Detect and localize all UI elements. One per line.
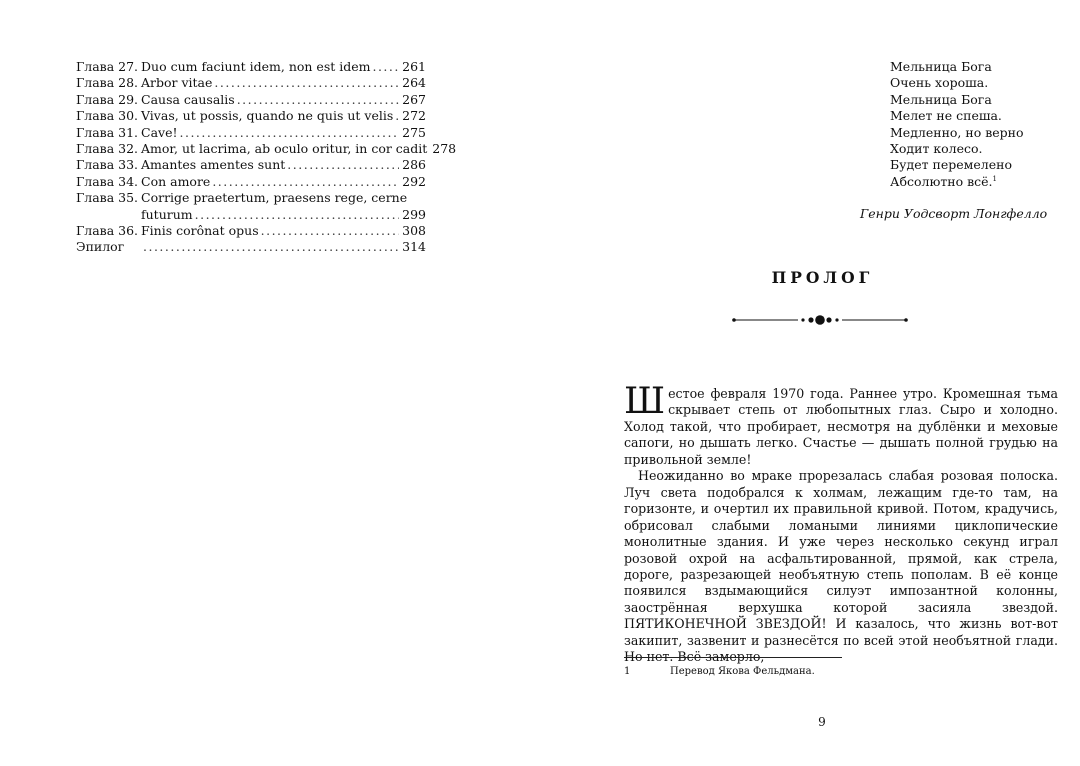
toc-entry-label: Глава 30.: [76, 108, 139, 124]
epigraph-line-text: Абсолютно всё.: [890, 173, 993, 189]
toc-entry: [76, 239, 426, 255]
paragraph-text: естое февраля 1970 года. Раннее утро. Кромешная тьма скрывает степь от любопытных глаз. Сыро и холодно. Холод такой, что пробирает, несмотря на дублёнки и меховые сапоги, но дышать легко. Счастье — дышать полной грудью на привольной земле!: [624, 386, 1058, 467]
toc-leader-dots: [287, 157, 399, 173]
toc-entry-title-cont: futurum: [141, 206, 193, 222]
epigraph-line: Очень хороша.: [890, 75, 989, 91]
toc-entry-page: 275: [402, 124, 426, 140]
toc-leader-dots: [212, 174, 399, 190]
toc-entry: [76, 190, 426, 206]
toc-entry: [76, 141, 457, 157]
toc-entry: [76, 108, 426, 124]
footnote-number: 1: [624, 666, 631, 677]
footnote-reference[interactable]: 1: [992, 174, 997, 183]
toc-entry-title: Cave!: [141, 124, 178, 140]
toc-entry-page: 264: [402, 75, 426, 91]
toc-entry-label: Глава 31.: [76, 124, 139, 140]
epigraph-line: Медленно, но верно: [890, 124, 1024, 140]
toc-leader-dots: [372, 59, 399, 75]
toc-leader-dots: [143, 239, 399, 255]
toc-entry-label: Глава 36.: [76, 223, 139, 239]
paragraph: Неожиданно во мраке прорезалась слабая розовая полоска. Луч света подобрался к холмам, лежащим где-то там, на горизонте, и очертил их правильной кривой. Потом, крадучись, обрисовал слабыми ломаными линиями циклопические монолитные здания. И уже через несколько секунд играл розовой охрой на асфальтированной, прямой, как стрела, дороге, разрезающей необъятную степь пополам. В её конце появился вздымающийся силуэт импозантной колонны, заострённая верхушка которой засияла звездой. ПЯТИКОНЕЧНОЙ ЗВЕЗДОЙ! И казалось, что жизнь вот-вот закипит, зазвенит и разнесётся по всей этой необъятной глади. Но нет. Всё замерло,: [624, 468, 1058, 665]
toc-entry-page: 278: [432, 141, 457, 157]
toc-entry-label: Глава 27.: [76, 59, 139, 74]
ornament-divider-icon: [730, 310, 910, 330]
table-of-contents: [76, 59, 457, 256]
toc-entry-label: Глава 34.: [76, 173, 139, 189]
prologue-text: [624, 381, 1058, 666]
paragraph: [624, 381, 1058, 468]
toc-entry-page: 314: [402, 239, 426, 255]
epigraph-line: Мелет не спеша.: [890, 108, 1002, 124]
toc-entry: [76, 125, 426, 141]
toc-entry-label: Эпилог: [76, 239, 125, 255]
toc-leader-dots: [214, 75, 399, 91]
epigraph-line: Будет перемелено: [890, 157, 1012, 173]
toc-entry-title: Arbor vitae: [141, 75, 213, 91]
toc-leader-dots: [261, 223, 400, 239]
toc-entry-title: Finis corônat opus: [141, 223, 259, 239]
drop-cap: Ш: [624, 381, 666, 422]
footnote: [624, 665, 815, 678]
toc-entry-title: Amantes amentes sunt: [141, 157, 286, 173]
toc-leader-dots: [195, 207, 400, 223]
toc-entry-page: 308: [402, 223, 426, 239]
toc-entry: [76, 174, 426, 190]
right-page: [540, 0, 1080, 766]
toc-entry-page: 261: [402, 59, 426, 74]
epigraph-line: Ходит колесо.: [890, 141, 983, 157]
epigraph-line-last: [890, 174, 1024, 190]
page-number: 9: [818, 715, 826, 729]
epigraph-author: Генри Уодсворт Лонгфелло: [860, 206, 1048, 221]
toc-entry-title: Vivas, ut possis, quando ne quis ut velis: [141, 108, 394, 124]
toc-entry-title: Con amore: [141, 173, 211, 189]
toc-entry-page: 272: [402, 108, 426, 124]
toc-entry-page: 292: [402, 173, 426, 189]
epigraph-line: Мельница Бога: [890, 59, 992, 74]
toc-entry-label: Глава 33.: [76, 157, 139, 173]
toc-entry-label: Глава 29.: [76, 91, 139, 107]
footnote-rule: [624, 657, 842, 658]
chapter-heading: ПРОЛОГ: [771, 268, 874, 287]
toc-entry-title: Duo cum faciunt idem, non est idem: [141, 59, 371, 74]
toc-entry-title: Corrige praetertum, praesens rege, cerne: [141, 190, 408, 206]
toc-entry-page: 267: [402, 91, 426, 107]
toc-entry: [76, 157, 426, 173]
toc-entry: [76, 92, 426, 108]
toc-leader-dots: [237, 92, 399, 108]
toc-entry: [76, 59, 426, 75]
toc-entry-page: 299: [402, 206, 426, 222]
epigraph-line: Мельница Бога: [890, 91, 992, 107]
toc-entry: [76, 75, 426, 91]
toc-entry: [76, 223, 426, 239]
toc-leader-dots: [180, 125, 400, 141]
toc-entry-label: Глава 28.: [76, 75, 139, 91]
toc-entry-label: Глава 35.: [76, 190, 139, 206]
toc-entry-continuation: [76, 207, 426, 223]
epigraph: [890, 59, 1024, 190]
toc-entry-title: Causa causalis: [141, 91, 235, 107]
toc-entry-title: Amor, ut lacrima, ab oculo oritur, in cor cadit: [141, 141, 428, 157]
toc-entry-page: 286: [402, 157, 426, 173]
toc-entry-label: Глава 32.: [76, 141, 139, 157]
footnote-text: Перевод Якова Фельдмана.: [670, 666, 815, 677]
